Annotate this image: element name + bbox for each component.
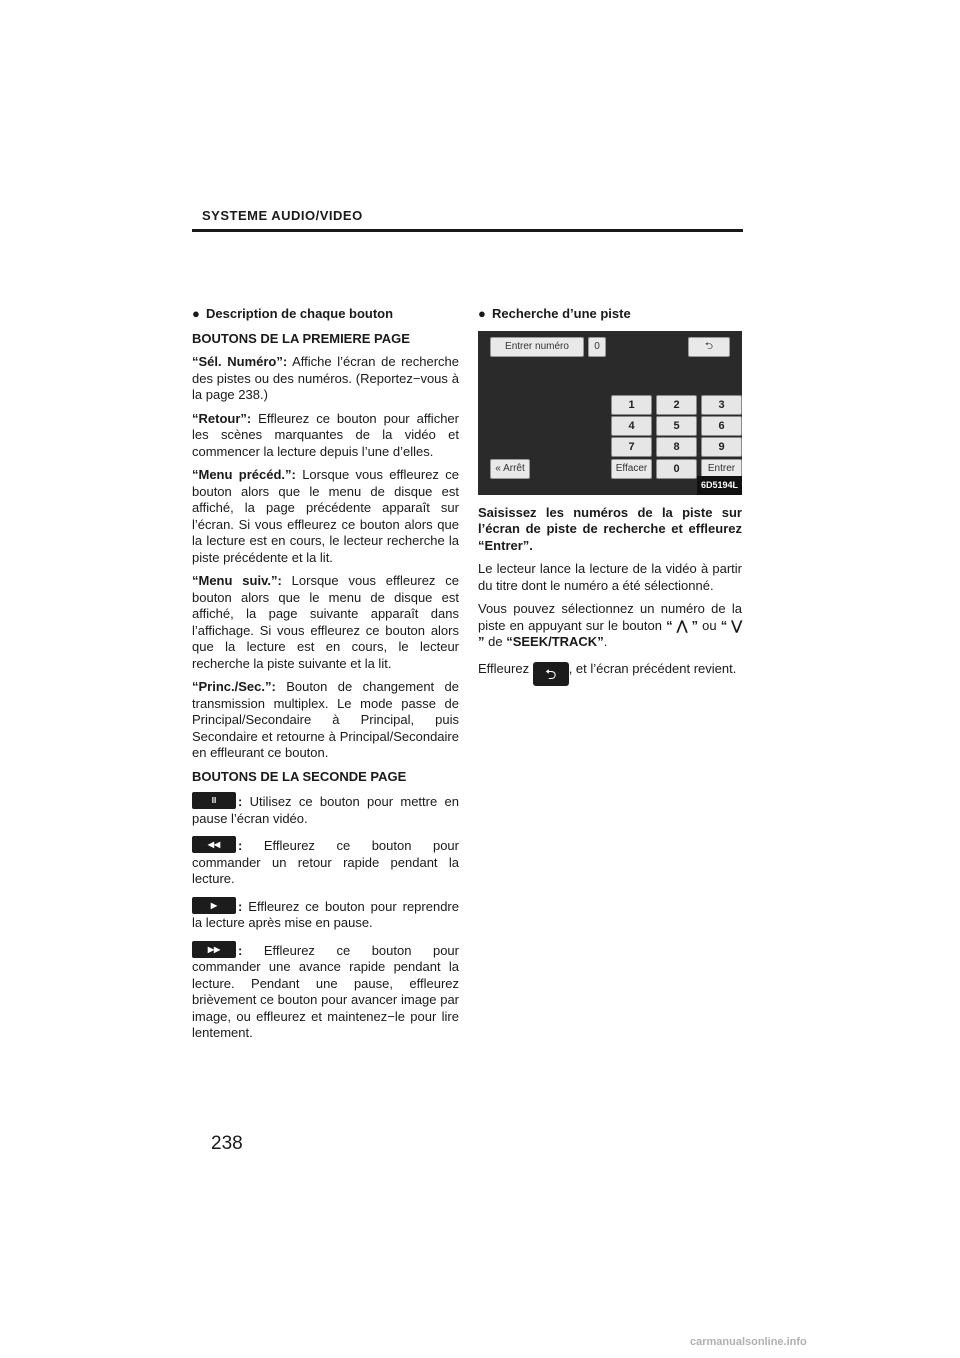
item-label: “Retour”: bbox=[192, 410, 252, 426]
number-input-field[interactable]: 0 bbox=[588, 337, 606, 357]
figure-code: 6D5194L bbox=[697, 476, 742, 495]
item-description: Lorsque vous effleurez ce bouton alors que le menu de disque est affiché, la page suivante apparaît dans l’affichage. Si vous effleurez ce bouton alors que la lecture est en cours, le lecteur recherche la piste suivante et la lit. bbox=[192, 573, 460, 671]
key-3[interactable]: 3 bbox=[701, 395, 742, 415]
key-7[interactable]: 7 bbox=[611, 437, 652, 457]
item-description: Affiche l’écran de recherche des pistes ou des numéros. (Reportez−vous à la page 238.) bbox=[192, 354, 459, 402]
item-label: “Princ./Sec.”: bbox=[192, 679, 276, 694]
second-page-item: ◀◀ : Effleurez ce bouton pour commander un retour rapide pendant la lecture. bbox=[192, 838, 459, 886]
second-page-items bbox=[192, 792, 459, 1042]
item-description: Lorsque vous effleurez ce bouton alors que le menu de disque est affiché, la page précédente apparaît sur l’écran. Si vous effleurez ce bouton alors que la lecture est en cours, le lecteur recherche la piste précédente et la lit. bbox=[192, 467, 460, 565]
paragraph-seek-track: Vous pouvez sélectionnez un numéro de la piste en appuyant sur le bouton “ ⋀ ” ou “ ⋁ ” de “SEEK/TRACK”. bbox=[478, 601, 743, 649]
second-page-item: II : Utilisez ce bouton pour mettre en pause l’écran vidéo. bbox=[192, 794, 459, 826]
item-description: Effleurez ce bouton pour afficher les scènes marquantes de la vidéo et commencer la lecture depuis l’une d’elles. bbox=[192, 410, 459, 459]
item-description: Effleurez ce bouton pour commander une avance rapide pendant la lecture. Pendant une pause, effleurez brièvement ce bouton pour avancer image par image, ou effleurez et maintenez−le pour lire lentement. bbox=[192, 942, 459, 1040]
left-column bbox=[192, 306, 459, 1051]
key-5[interactable]: 5 bbox=[656, 416, 697, 436]
number-input-label: Entrer numéro bbox=[490, 337, 584, 357]
first-page-item bbox=[192, 467, 459, 566]
fast-forward-icon: ▶▶ bbox=[192, 941, 236, 958]
right-column bbox=[478, 306, 742, 693]
section-header: SYSTEME AUDIO/VIDEO bbox=[202, 208, 363, 223]
play-icon: ▶ bbox=[192, 897, 236, 914]
first-page-items bbox=[192, 354, 459, 762]
item-label: “Sél. Numéro”: bbox=[192, 354, 288, 369]
down-chevron-icon: “ ⋁ ” bbox=[478, 617, 743, 649]
item-description: Effleurez ce bouton pour commander un retour rapide pendant la lecture. bbox=[192, 838, 459, 886]
key-9[interactable]: 9 bbox=[701, 437, 742, 457]
bullet-dot-icon: ● bbox=[478, 306, 486, 321]
bullet-dot-icon: ● bbox=[192, 306, 200, 321]
second-page-item: ▶▶ : Effleurez ce bouton pour commander une avance rapide pendant la lecture. Pendant une pause, effleurez brièvement ce bouton pour avancer image par image, ou effleurez et maintenez−le pour lire lentement. bbox=[192, 942, 459, 1040]
page-number: 238 bbox=[211, 1133, 243, 1154]
stop-chevron-icon: « bbox=[495, 462, 501, 474]
first-page-item bbox=[192, 354, 459, 404]
watermark: carmanualsonline.info bbox=[690, 1336, 807, 1348]
first-page-item bbox=[192, 573, 459, 672]
first-page-title: BOUTONS DE LA PREMIERE PAGE bbox=[192, 330, 410, 346]
key-2[interactable]: 2 bbox=[656, 395, 697, 415]
second-page-title: BOUTONS DE LA SECONDE PAGE bbox=[192, 768, 407, 784]
back-arrow-icon: ⮌ bbox=[533, 662, 569, 686]
instruction-text: Saisissez les numéros de la piste sur l’écran de piste de recherche et effleurez “Entrer”. bbox=[478, 504, 742, 553]
second-page-item: ▶ : Effleurez ce bouton pour reprendre la lecture après mise en pause. bbox=[192, 898, 459, 930]
clear-button[interactable]: Effacer bbox=[611, 459, 652, 479]
rewind-icon: ◀◀ bbox=[192, 836, 236, 853]
bullet-heading-description: ● Description de chaque bouton bbox=[192, 306, 394, 321]
item-description: Bouton de changement de transmission multiplex. Le mode passe de Principal/Secondaire à Principal, puis Secondaire et retourne à Principal/Secondaire en effleurant ce bouton. bbox=[192, 679, 459, 760]
key-4[interactable]: 4 bbox=[611, 416, 652, 436]
key-8[interactable]: 8 bbox=[656, 437, 697, 457]
track-search-screen bbox=[478, 331, 742, 495]
item-label: “Menu suiv.”: bbox=[192, 573, 282, 588]
first-page-item bbox=[192, 679, 459, 762]
header-rule bbox=[192, 229, 743, 232]
paragraph-playback: Le lecteur lance la lecture de la vidéo à partir du titre dont le numéro a été sélectionné. bbox=[478, 561, 742, 593]
back-arrow-icon: ⮌ bbox=[704, 340, 713, 352]
key-1[interactable]: 1 bbox=[611, 395, 652, 415]
item-description: Utilisez ce bouton pour mettre en pause l’écran vidéo. bbox=[192, 794, 459, 826]
stop-button[interactable]: « Arrêt bbox=[490, 459, 530, 479]
bullet-heading-search: ● Recherche d’une piste bbox=[478, 306, 631, 321]
item-label: “Menu précéd.”: bbox=[192, 467, 296, 482]
first-page-item bbox=[192, 411, 459, 461]
back-button[interactable] bbox=[688, 337, 730, 357]
item-description: Effleurez ce bouton pour reprendre la lecture après mise en pause. bbox=[192, 898, 459, 930]
paragraph-back: Effleurez ⮌ , et l’écran précédent revient. bbox=[478, 661, 742, 686]
key-0[interactable]: 0 bbox=[656, 459, 697, 479]
key-6[interactable]: 6 bbox=[701, 416, 742, 436]
seek-track-label: “SEEK/TRACK” bbox=[506, 634, 604, 649]
up-chevron-icon: “ ⋀ ” bbox=[666, 617, 699, 633]
enter-button[interactable]: Entrer bbox=[701, 459, 742, 479]
pause-icon: II bbox=[192, 792, 236, 809]
